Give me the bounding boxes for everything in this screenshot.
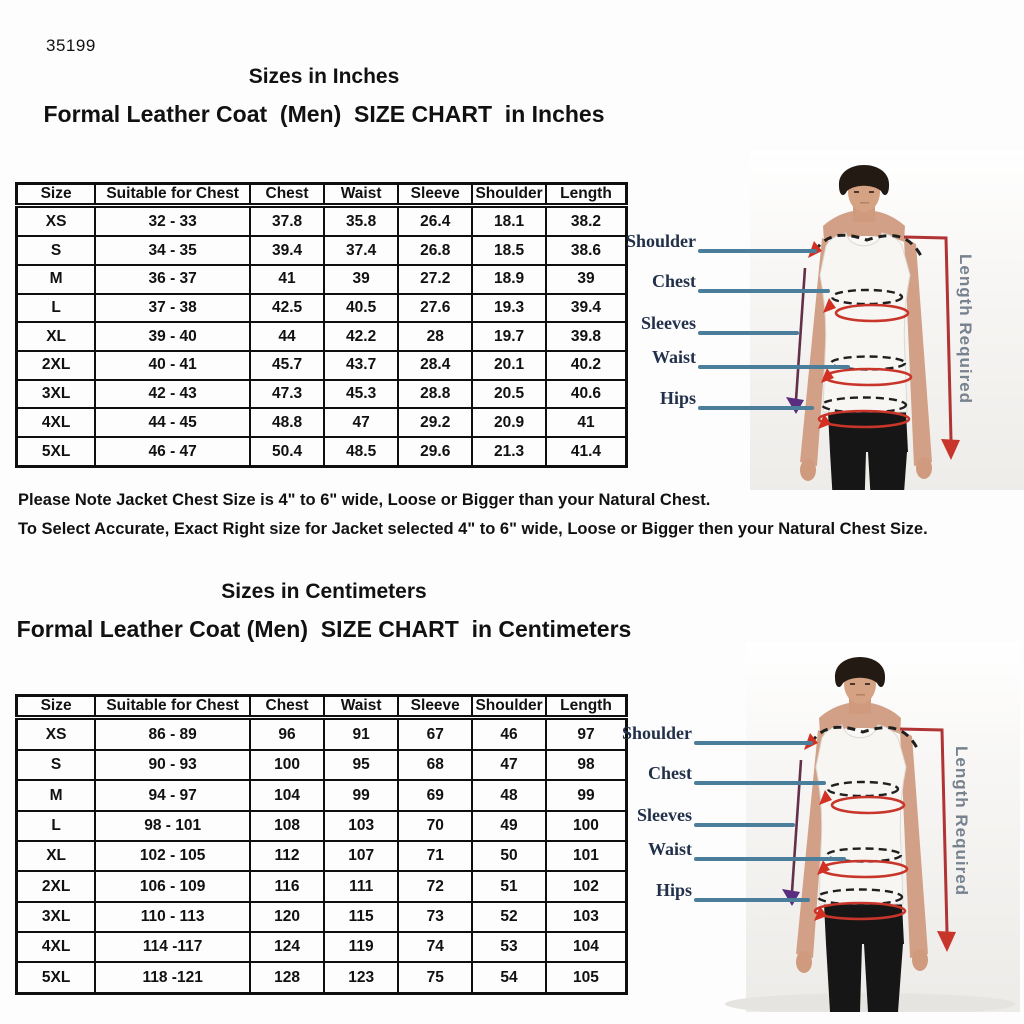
table-cell: 41 [250,265,324,294]
table-row [17,351,627,380]
table-cell: 95 [324,750,398,780]
waist-label: Waist [651,347,696,367]
table-cell: 40.2 [546,351,627,380]
table-cell: 20.9 [472,408,546,437]
table-cell: 5XL [17,962,96,993]
table-cell: 48 [472,780,546,810]
table-row [17,841,627,871]
table-cell: 48.5 [324,437,398,466]
table-cell: 47 [324,408,398,437]
table-cell: 50.4 [250,437,324,466]
right-eye [869,191,874,193]
table-cell: 40 - 41 [95,351,250,380]
table-row [17,294,627,323]
column-header: Shoulder [472,184,546,206]
table-cell: 27.6 [398,294,472,323]
table-row [17,437,627,466]
column-header: Sleeve [398,696,472,718]
table-cell: 35.8 [324,206,398,237]
table-cell: 54 [472,962,546,993]
column-header: Sleeve [398,184,472,206]
table-cell: 44 - 45 [95,408,250,437]
length-required-label: Length Required [956,254,975,405]
table-cell: 18.9 [472,265,546,294]
table-cell: 41.4 [546,437,627,466]
table-cell: 107 [324,841,398,871]
heading-inches: Sizes in Inches [248,65,400,88]
table-cell: 67 [398,718,472,751]
table-cell: 116 [250,871,324,901]
table-cell: XS [17,718,96,751]
table-cell: 86 - 89 [95,718,250,751]
table-cell: 104 [546,932,627,962]
table-cell: 19.3 [472,294,546,323]
table-cell: 5XL [17,437,96,466]
column-header: Chest [250,184,324,206]
table-cell: 71 [398,841,472,871]
column-header: Chest [250,696,324,718]
left-eye [850,683,855,685]
table-cell: 50 [472,841,546,871]
table-cell: 51 [472,871,546,901]
table-cell: 38.2 [546,206,627,237]
table-cell: 37.8 [250,206,324,237]
table-cell: 32 - 33 [95,206,250,237]
chest-label: Chest [648,763,692,783]
note-line-2: To Select Accurate, Exact Right size for Jacket selected 4" to 6" wide, Loose or Bigger then your Natural Chest Size. [18,520,928,538]
size-table-inches [15,182,628,468]
left-hand [796,951,812,973]
table-cell: 4XL [17,932,96,962]
table-cell: 39 - 40 [95,322,250,351]
table-cell: 98 [546,750,627,780]
left-hand [800,459,816,481]
table-cell: 3XL [17,902,96,932]
header-row [17,696,627,718]
table-row [17,236,627,265]
waist-label: Waist [647,839,692,859]
table-row [17,780,627,810]
column-header: Length [546,184,627,206]
shoulder-label: Shoulder [621,723,692,743]
table-cell: 39 [546,265,627,294]
table-row [17,408,627,437]
table-cell: 119 [324,932,398,962]
column-header: Size [17,696,96,718]
table-cell: 120 [250,902,324,932]
title-inches: Formal Leather Coat (Men) SIZE CHART in Inches [43,101,605,127]
table-cell: 47.3 [250,380,324,409]
heading-centimeters: Sizes in Centimeters [221,580,427,603]
table-cell: 45.3 [324,380,398,409]
table-row [17,932,627,962]
measurement-figure-centimeters [620,642,1020,1012]
table-cell: 91 [324,718,398,751]
table-cell: 44 [250,322,324,351]
table-cell: 27.2 [398,265,472,294]
mouth [860,202,869,204]
table-cell: 108 [250,811,324,841]
table-cell: 29.2 [398,408,472,437]
right-eye [865,683,870,685]
table-cell: 4XL [17,408,96,437]
table-cell: 68 [398,750,472,780]
table-cell: S [17,750,96,780]
hips-label: Hips [659,388,696,408]
table-cell: 34 - 35 [95,236,250,265]
column-header: Size [17,184,96,206]
table-cell: 105 [546,962,627,993]
length-required-label: Length Required [952,746,971,897]
table-cell: 37.4 [324,236,398,265]
table-cell: XL [17,841,96,871]
table-cell: 72 [398,871,472,901]
table-cell: 28.4 [398,351,472,380]
table-cell: 28 [398,322,472,351]
table-cell: 3XL [17,380,96,409]
title-centimeters: Formal Leather Coat (Men) SIZE CHART in Centimeters [16,616,632,642]
table-cell: 26.8 [398,236,472,265]
table-row [17,902,627,932]
table-cell: 26.4 [398,206,472,237]
measurement-figure-inches [624,150,1024,490]
mouth [856,694,865,696]
table-cell: 128 [250,962,324,993]
table-cell: 39 [324,265,398,294]
table-row [17,811,627,841]
table-cell: 46 - 47 [95,437,250,466]
table-cell: 100 [250,750,324,780]
table-row [17,718,627,751]
column-header: Suitable for Chest [95,696,250,718]
table-cell: 102 [546,871,627,901]
table-cell: L [17,294,96,323]
table-cell: 74 [398,932,472,962]
table-cell: 103 [324,811,398,841]
table-cell: 96 [250,718,324,751]
sku-number: 35199 [46,36,96,55]
table-cell: 123 [324,962,398,993]
table-cell: 102 - 105 [95,841,250,871]
table-cell: 42 - 43 [95,380,250,409]
table-cell: 46 [472,718,546,751]
table-cell: 39.4 [546,294,627,323]
column-header: Suitable for Chest [95,184,250,206]
sleeves-label: Sleeves [641,313,696,333]
table-cell: 38.6 [546,236,627,265]
table-cell: 2XL [17,871,96,901]
table-cell: 29.6 [398,437,472,466]
table-cell: 111 [324,871,398,901]
table-body [17,718,627,994]
table-row [17,206,627,237]
table-cell: 70 [398,811,472,841]
hips-label: Hips [655,880,692,900]
table-cell: M [17,265,96,294]
table-cell: 114 -117 [95,932,250,962]
note-line-1: Please Note Jacket Chest Size is 4" to 6" wide, Loose or Bigger than your Natural Chest. [18,491,711,509]
table-cell: 2XL [17,351,96,380]
column-header: Shoulder [472,696,546,718]
table-row [17,322,627,351]
shoulder-label: Shoulder [625,231,696,251]
header-row [17,184,627,206]
table-row [17,265,627,294]
table-cell: 49 [472,811,546,841]
column-header: Waist [324,696,398,718]
table-cell: 53 [472,932,546,962]
column-header: Length [546,696,627,718]
table-cell: 115 [324,902,398,932]
table-cell: 20.1 [472,351,546,380]
table-cell: 52 [472,902,546,932]
table-cell: 69 [398,780,472,810]
table-head [17,184,627,206]
table-cell: 47 [472,750,546,780]
table-cell: L [17,811,96,841]
table-cell: 103 [546,902,627,932]
table-cell: 124 [250,932,324,962]
table-cell: 45.7 [250,351,324,380]
table-cell: 106 - 109 [95,871,250,901]
right-hand [912,949,928,971]
table-cell: 97 [546,718,627,751]
table-row [17,962,627,993]
table-cell: 18.1 [472,206,546,237]
table-cell: 39.4 [250,236,324,265]
table-cell: 118 -121 [95,962,250,993]
table-cell: 36 - 37 [95,265,250,294]
table-cell: 40.5 [324,294,398,323]
table-cell: 104 [250,780,324,810]
table-cell: 28.8 [398,380,472,409]
table-cell: 20.5 [472,380,546,409]
table-cell: 99 [324,780,398,810]
table-row [17,871,627,901]
table-cell: 94 - 97 [95,780,250,810]
table-cell: 42.2 [324,322,398,351]
table-head [17,696,627,718]
table-cell: 18.5 [472,236,546,265]
table-cell: 99 [546,780,627,810]
table-cell: 75 [398,962,472,993]
table-cell: 90 - 93 [95,750,250,780]
table-cell: 40.6 [546,380,627,409]
table-cell: 41 [546,408,627,437]
table-cell: 98 - 101 [95,811,250,841]
table-cell: M [17,780,96,810]
table-body [17,206,627,467]
chest-label: Chest [652,271,696,291]
size-table-centimeters [15,694,628,995]
table-cell: S [17,236,96,265]
table-cell: 43.7 [324,351,398,380]
left-eye [854,191,859,193]
table-cell: 42.5 [250,294,324,323]
table-cell: 19.7 [472,322,546,351]
table-cell: 101 [546,841,627,871]
table-cell: XL [17,322,96,351]
table-cell: XS [17,206,96,237]
sleeves-label: Sleeves [637,805,692,825]
table-cell: 37 - 38 [95,294,250,323]
table-cell: 73 [398,902,472,932]
table-cell: 39.8 [546,322,627,351]
column-header: Waist [324,184,398,206]
table-cell: 48.8 [250,408,324,437]
table-cell: 21.3 [472,437,546,466]
right-hand [916,457,932,479]
table-row [17,750,627,780]
table-cell: 110 - 113 [95,902,250,932]
table-row [17,380,627,409]
table-cell: 112 [250,841,324,871]
table-cell: 100 [546,811,627,841]
